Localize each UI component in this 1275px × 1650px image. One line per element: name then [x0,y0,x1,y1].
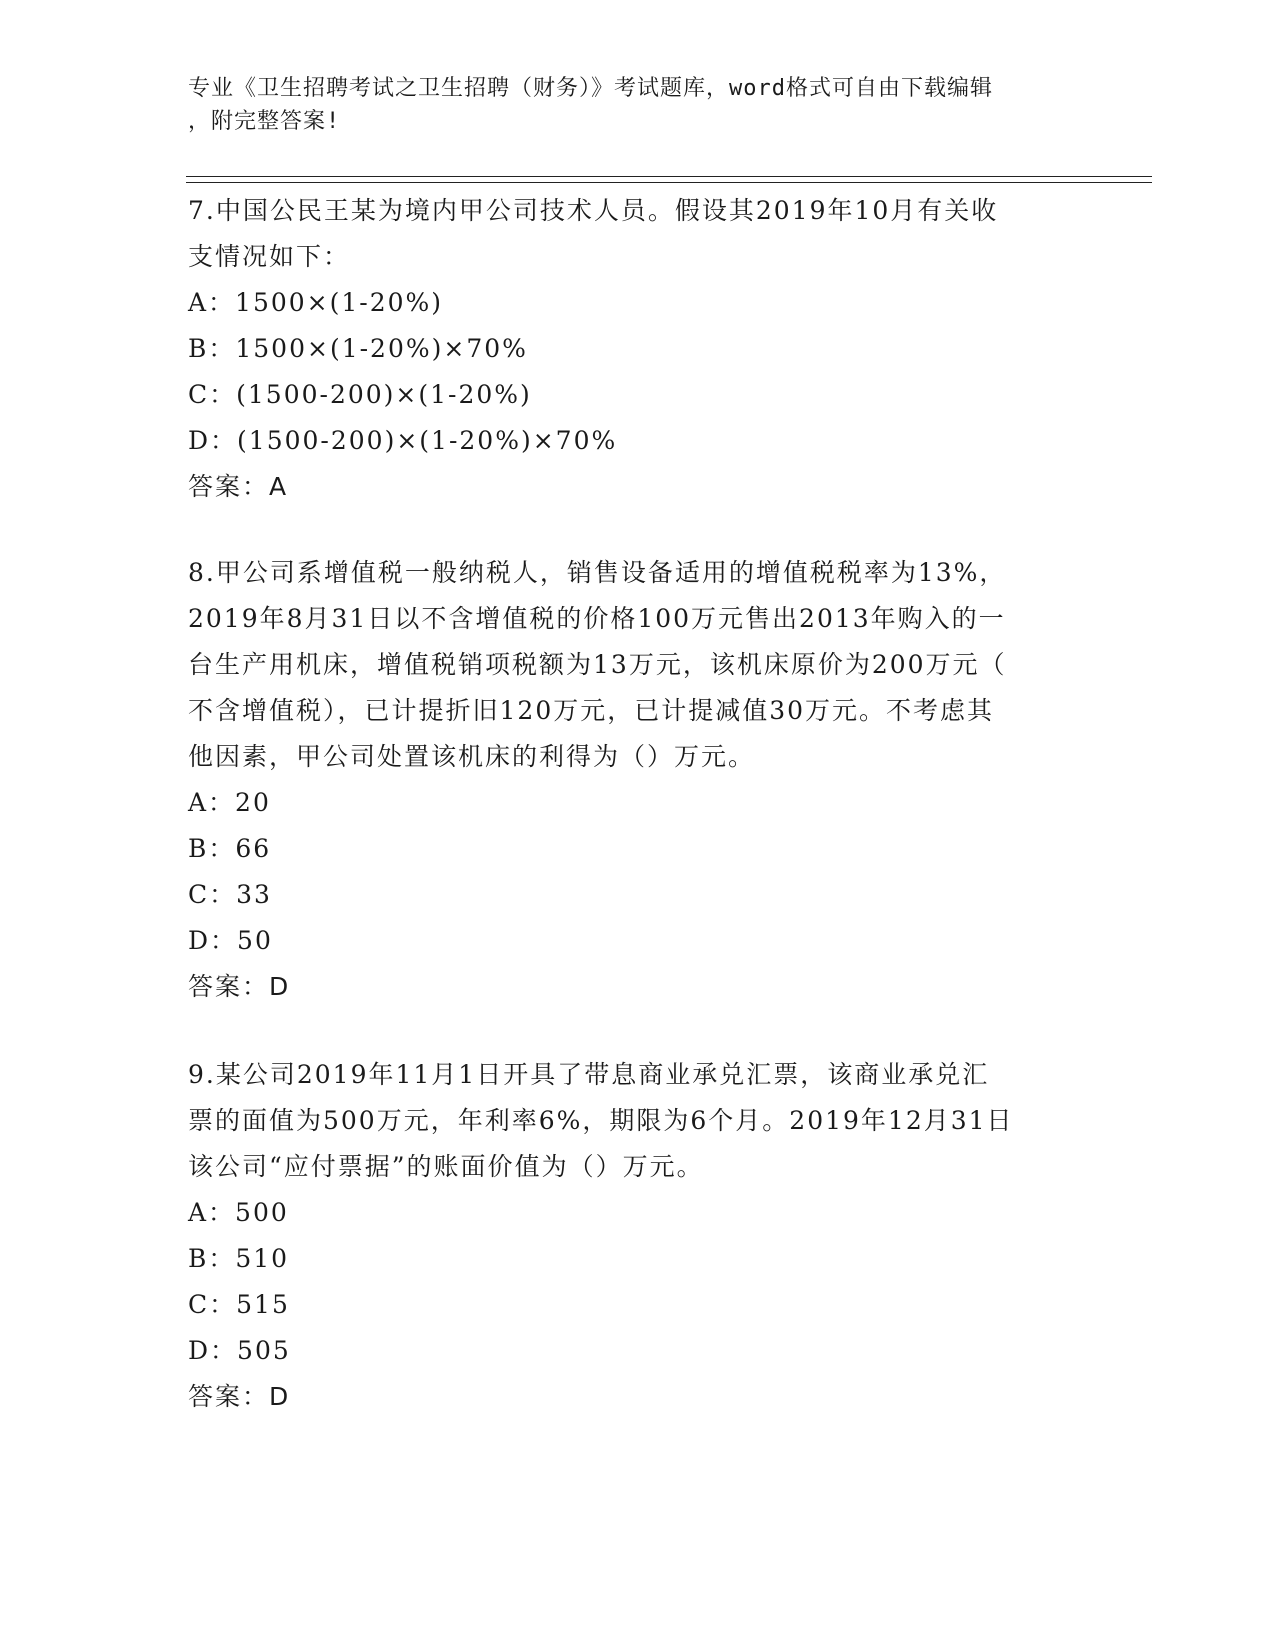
stem-line: 票的面值为500万元，年利率6%，期限为6个月。2019年12月31日 [188,1106,1014,1135]
answer: 答案：D [188,972,291,1001]
document-header [188,72,1068,138]
stem-line: 该公司“应付票据”的账面价值为（）万元。 [188,1152,704,1181]
question-stem [188,188,1088,280]
option-a: A：1500×(1-20%) [188,288,444,317]
option-c: C：33 [188,880,272,909]
question-stem [188,1052,1088,1190]
question-8 [188,550,1088,1010]
option-b: B：1500×(1-20%)×70% [188,334,528,363]
header-divider [186,182,1152,183]
question-9 [188,1052,1088,1420]
option-d: D：50 [188,926,273,955]
stem-line: 支情况如下： [188,242,351,271]
stem-line: 2019年8月31日以不含增值税的价格100万元售出2013年购入的一 [188,604,1006,633]
answer: 答案：A [188,472,289,501]
option-c: C：(1500-200)×(1-20%) [188,380,532,409]
stem-line: 7.中国公民王某为境内甲公司技术人员。假设其2019年10月有关收 [188,196,999,225]
header-line: 专业《卫生招聘考试之卫生招聘（财务）》考试题库，word格式可自由下载编辑 [188,76,993,101]
option-a: A：500 [188,1198,289,1227]
option-b: B：66 [188,834,272,863]
option-a: A：20 [188,788,271,817]
header-line: ，附完整答案! [188,109,341,134]
option-d: D：505 [188,1336,291,1365]
question-7 [188,188,1088,510]
stem-line: 他因素，甲公司处置该机床的利得为（）万元。 [188,742,756,771]
header-divider [186,176,1152,177]
option-d: D：(1500-200)×(1-20%)×70% [188,426,618,455]
question-stem [188,550,1088,780]
option-c: C：515 [188,1290,290,1319]
stem-line: 不含增值税），已计提折旧120万元，已计提减值30万元。不考虑其 [188,696,995,725]
answer: 答案：D [188,1382,291,1411]
option-b: B：510 [188,1244,290,1273]
stem-line: 9.某公司2019年11月1日开具了带息商业承兑汇票，该商业承兑汇 [188,1060,990,1089]
stem-line: 台生产用机床，增值税销项税额为13万元，该机床原价为200万元（ [188,650,1007,679]
stem-line: 8.甲公司系增值税一般纳税人，销售设备适用的增值税税率为13%， [188,558,1007,587]
